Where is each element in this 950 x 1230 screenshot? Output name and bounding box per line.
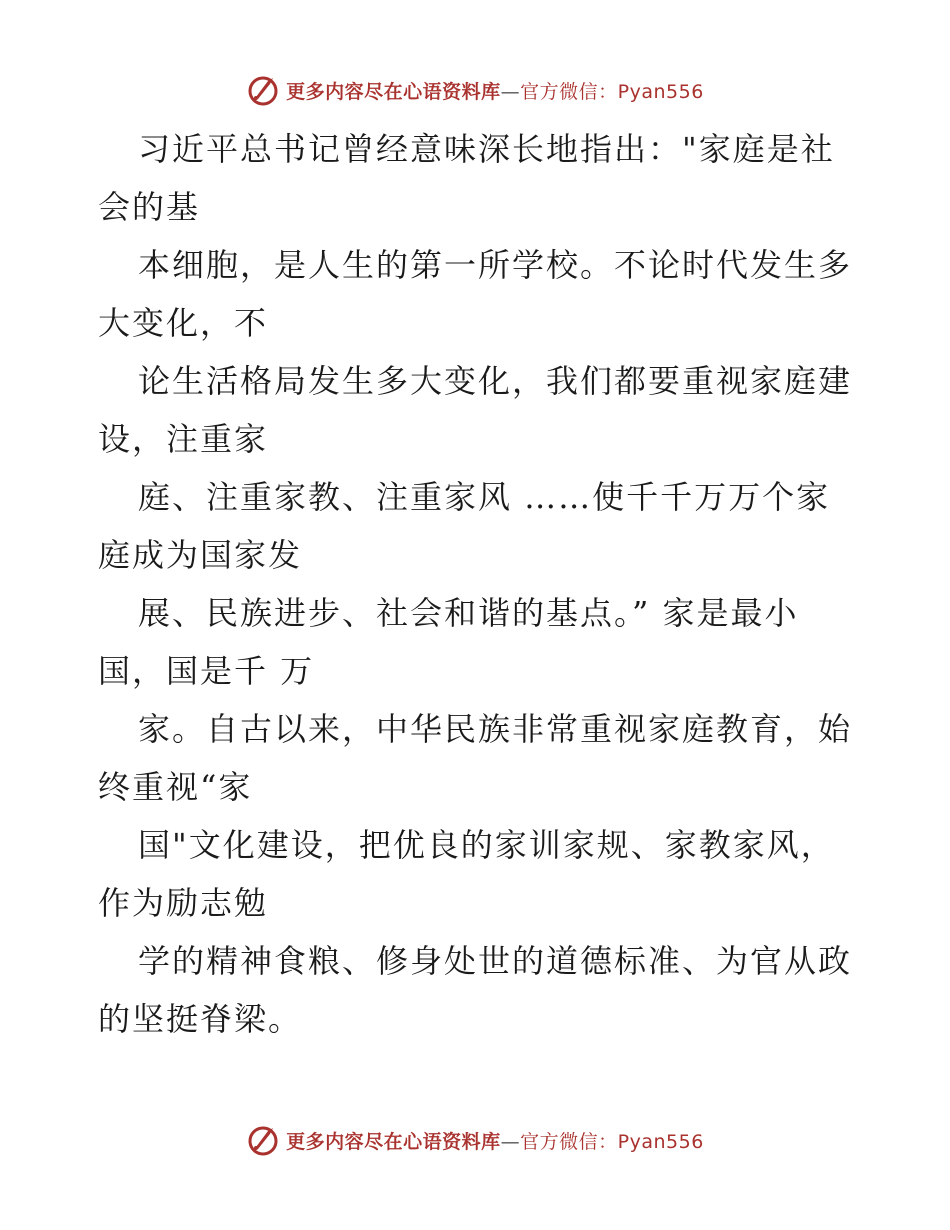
banner-separator: — (500, 80, 521, 103)
paragraph (98, 700, 868, 816)
paragraph-line-2: 庭成为国家发 (98, 536, 303, 574)
paragraph (98, 236, 868, 352)
quill-circle-logo-icon (246, 1123, 280, 1157)
paragraph-line-1: 庭、注重家教、注重家风 ……使千千万万个家 (138, 478, 831, 516)
paragraph-line-2: 大变化，不 (98, 304, 269, 342)
paragraph-line-2: 的坚挺脊梁。 (98, 1000, 303, 1038)
footer-watermark-banner (0, 1120, 950, 1160)
paragraph-line-1: 论生活格局发生多大变化，我们都要重视家庭建 (138, 362, 853, 400)
header-watermark-banner (0, 70, 950, 110)
paragraph-line-1: 展、民族进步、社会和谐的基点。” 家是最小 (138, 594, 799, 632)
paragraph (98, 816, 868, 932)
banner-contact-text: 官方微信：Pyan556 (520, 80, 704, 103)
banner-main-text: 更多内容尽在心语资料库 (286, 1130, 501, 1153)
paragraph-line-1: 习近平总书记曾经意味深长地指出："家庭是社 (138, 130, 835, 168)
paragraph-line-2: 作为励志勉 (98, 884, 269, 922)
paragraph-line-2: 终重视“家 (98, 768, 253, 806)
banner-contact-text: 官方微信：Pyan556 (520, 1130, 704, 1153)
paragraph-line-1: 家。自古以来，中华民族非常重视家庭教育，始 (138, 710, 853, 748)
paragraph (98, 352, 868, 468)
document-body (98, 120, 868, 1048)
paragraph (98, 584, 868, 700)
banner-separator: — (500, 1130, 521, 1153)
paragraph-line-1: 学的精神食粮、修身处世的道德标准、为官从政 (138, 942, 853, 980)
banner-main-text: 更多内容尽在心语资料库 (286, 80, 501, 103)
paragraph (98, 932, 868, 1048)
paragraph-line-2: 会的基 (98, 188, 201, 226)
paragraph-line-1: 国"文化建设，把优良的家训家规、家教家风， (138, 826, 835, 864)
paragraph (98, 468, 868, 584)
paragraph-line-1: 本细胞，是人生的第一所学校。不论时代发生多 (138, 246, 853, 284)
paragraph (98, 120, 868, 236)
paragraph-line-2: 国，国是千 万 (98, 652, 315, 690)
quill-circle-logo-icon (246, 73, 280, 107)
paragraph-line-2: 设，注重家 (98, 420, 269, 458)
